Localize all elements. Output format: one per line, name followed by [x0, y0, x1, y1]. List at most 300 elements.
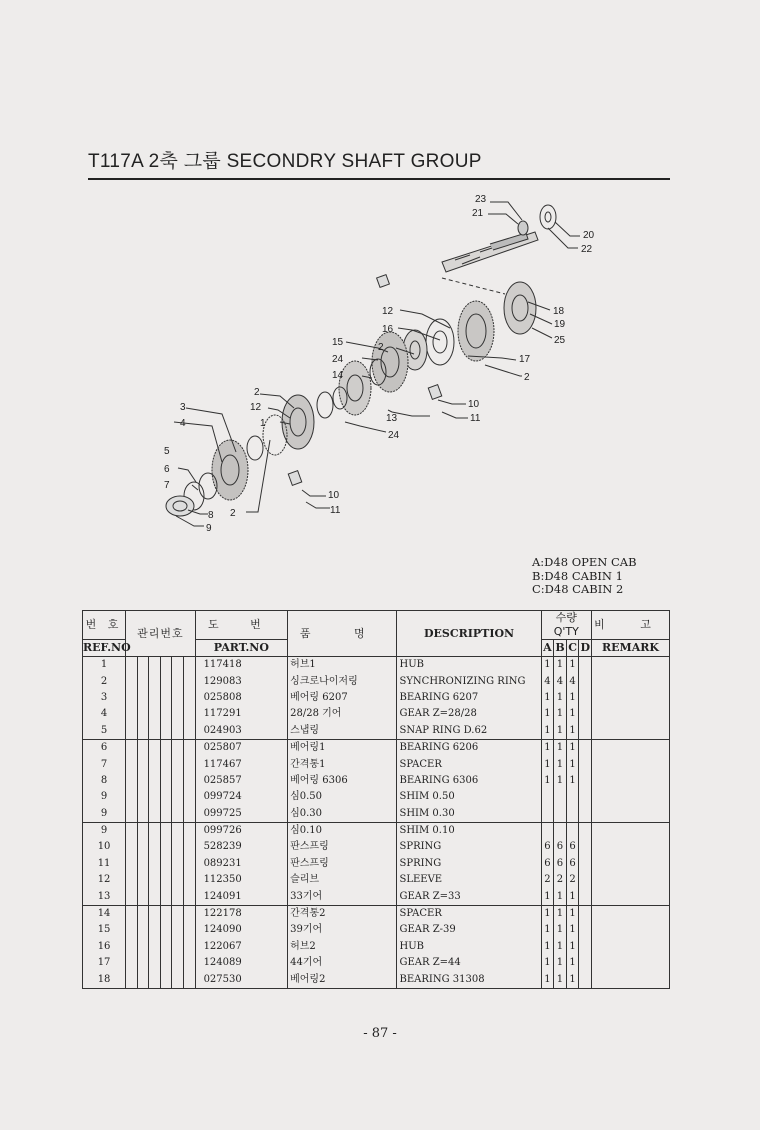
shaft-diagram-svg	[150, 190, 620, 550]
header-name-ko: 품 명	[288, 611, 397, 657]
table-row	[83, 690, 670, 706]
ref-cell: 14	[83, 905, 126, 922]
legend-item: A:D48 OPEN CAB	[532, 555, 637, 569]
mgmt-cell	[137, 673, 149, 689]
name-ko-cell: 베어링1	[288, 739, 397, 756]
qty-b-cell: 1	[554, 955, 567, 971]
remark-cell	[592, 739, 670, 756]
ref-cell: 18	[83, 971, 126, 988]
header-qty-d: D	[579, 640, 592, 657]
qty-d-cell	[579, 706, 592, 722]
callout: 20	[583, 230, 595, 241]
description-cell: SNAP RING D.62	[397, 723, 541, 740]
qty-d-cell	[579, 789, 592, 805]
mgmt-cell	[137, 706, 149, 722]
mgmt-cell	[172, 690, 184, 706]
description-cell: GEAR Z-39	[397, 922, 541, 938]
qty-c-cell: 6	[566, 839, 579, 855]
mgmt-cell	[160, 723, 172, 740]
part-no-cell: 025808	[195, 690, 288, 706]
ref-cell: 4	[83, 706, 126, 722]
mgmt-cell	[137, 756, 149, 772]
table-row	[83, 739, 670, 756]
callout: 15	[332, 337, 344, 348]
callout: 21	[472, 208, 484, 219]
qty-c-cell: 1	[566, 657, 579, 674]
callout: 8	[208, 510, 214, 521]
qty-d-cell	[579, 657, 592, 674]
qty-b-cell: 6	[554, 856, 567, 872]
mgmt-cell	[160, 706, 172, 722]
mgmt-cell	[149, 739, 161, 756]
remark-cell	[592, 822, 670, 839]
mgmt-cell	[137, 657, 149, 674]
mgmt-cell	[160, 939, 172, 955]
qty-c-cell: 1	[566, 888, 579, 905]
ref-cell: 2	[83, 673, 126, 689]
callout: 6	[164, 464, 170, 475]
part-no-cell: 124089	[195, 955, 288, 971]
description-cell: SYNCHRONIZING RING	[397, 673, 541, 689]
ref-cell: 17	[83, 955, 126, 971]
callout: 14	[332, 370, 344, 381]
mgmt-cell	[183, 822, 195, 839]
name-ko-cell: 44기어	[288, 955, 397, 971]
name-ko-cell: 슬리브	[288, 872, 397, 888]
table-row	[83, 806, 670, 823]
ref-cell: 5	[83, 723, 126, 740]
ref-cell: 16	[83, 939, 126, 955]
mgmt-cell	[126, 723, 138, 740]
ref-cell: 15	[83, 922, 126, 938]
remark-cell	[592, 773, 670, 789]
qty-a-cell: 1	[541, 739, 554, 756]
legend-item: C:D48 CABIN 2	[532, 582, 624, 596]
ref-cell: 3	[83, 690, 126, 706]
callout: 25	[554, 335, 566, 346]
qty-d-cell	[579, 888, 592, 905]
mgmt-cell	[183, 888, 195, 905]
qty-d-cell	[579, 756, 592, 772]
callout: 11	[330, 505, 341, 516]
part-no-cell: 112350	[195, 872, 288, 888]
table-row	[83, 905, 670, 922]
remark-cell	[592, 839, 670, 855]
part-no-cell: 025807	[195, 739, 288, 756]
remark-cell	[592, 690, 670, 706]
mgmt-cell	[160, 789, 172, 805]
spring-clip-upper	[428, 385, 442, 400]
mgmt-cell	[160, 839, 172, 855]
header-remark-en: REMARK	[592, 640, 670, 657]
qty-d-cell	[579, 955, 592, 971]
qty-a-cell: 1	[541, 773, 554, 789]
name-ko-cell: 33기어	[288, 888, 397, 905]
mgmt-cell	[183, 723, 195, 740]
part-no-cell: 099724	[195, 789, 288, 805]
callout: 5	[164, 446, 170, 457]
description-cell: BEARING 6206	[397, 739, 541, 756]
description-cell: SPRING	[397, 839, 541, 855]
part-no-cell: 124091	[195, 888, 288, 905]
mgmt-cell	[126, 806, 138, 823]
ref-cell: 7	[83, 756, 126, 772]
mgmt-cell	[137, 872, 149, 888]
table-row	[83, 822, 670, 839]
header-remark: 비 고	[592, 611, 670, 640]
mgmt-cell	[149, 673, 161, 689]
shaft-drawing	[442, 232, 538, 272]
name-ko-cell: 간격통1	[288, 756, 397, 772]
qty-c-cell: 1	[566, 773, 579, 789]
qty-d-cell	[579, 856, 592, 872]
ref-cell: 6	[83, 739, 126, 756]
qty-b-cell: 1	[554, 706, 567, 722]
mgmt-cell	[126, 739, 138, 756]
mgmt-cell	[172, 955, 184, 971]
remark-cell	[592, 657, 670, 674]
description-cell: BEARING 6207	[397, 690, 541, 706]
callout: 23	[475, 194, 487, 205]
qty-a-cell: 1	[541, 922, 554, 938]
page-title: T117A 2축 그룹 SECONDRY SHAFT GROUP	[88, 146, 670, 180]
mgmt-cell	[183, 839, 195, 855]
mgmt-cell	[126, 822, 138, 839]
remark-cell	[592, 723, 670, 740]
header-part-no: 도 번	[195, 611, 288, 640]
name-ko-cell: 싱크로나이저링	[288, 673, 397, 689]
qty-b-cell: 1	[554, 939, 567, 955]
mgmt-cell	[137, 856, 149, 872]
ref-cell: 1	[83, 657, 126, 674]
remark-cell	[592, 856, 670, 872]
part-no-cell: 122178	[195, 905, 288, 922]
ref-cell: 10	[83, 839, 126, 855]
qty-d-cell	[579, 773, 592, 789]
mgmt-cell	[126, 839, 138, 855]
ref-cell: 12	[83, 872, 126, 888]
mgmt-cell	[149, 955, 161, 971]
mgmt-cell	[149, 939, 161, 955]
qty-a-cell: 1	[541, 657, 554, 674]
qty-a-cell: 4	[541, 673, 554, 689]
mgmt-cell	[126, 706, 138, 722]
description-cell: SPACER	[397, 756, 541, 772]
name-ko-cell: 허브1	[288, 657, 397, 674]
mgmt-cell	[126, 922, 138, 938]
callout: 24	[388, 430, 400, 441]
remark-cell	[592, 673, 670, 689]
mgmt-cell	[137, 839, 149, 855]
part-no-cell: 025857	[195, 773, 288, 789]
mgmt-cell	[126, 955, 138, 971]
callout: 17	[519, 354, 531, 365]
qty-b-cell: 1	[554, 971, 567, 988]
qty-a-cell: 1	[541, 971, 554, 988]
description-cell: HUB	[397, 939, 541, 955]
mgmt-cell	[137, 690, 149, 706]
description-cell: SLEEVE	[397, 872, 541, 888]
callout: 12	[382, 306, 394, 317]
table-row	[83, 922, 670, 938]
mgmt-cell	[149, 822, 161, 839]
mgmt-cell	[172, 856, 184, 872]
qty-c-cell: 1	[566, 939, 579, 955]
qty-b-cell: 2	[554, 872, 567, 888]
remark-cell	[592, 971, 670, 988]
part-no-cell: 117291	[195, 706, 288, 722]
callout: 10	[468, 399, 480, 410]
remark-cell	[592, 706, 670, 722]
qty-c-cell: 1	[566, 922, 579, 938]
exploded-diagram	[150, 190, 620, 550]
mgmt-cell	[183, 756, 195, 772]
mgmt-cell	[172, 971, 184, 988]
qty-d-cell	[579, 690, 592, 706]
remark-cell	[592, 789, 670, 805]
callout: 3	[180, 402, 186, 413]
mgmt-cell	[149, 872, 161, 888]
mgmt-cell	[172, 872, 184, 888]
mgmt-cell	[183, 971, 195, 988]
description-cell: HUB	[397, 657, 541, 674]
part-no-cell: 099726	[195, 822, 288, 839]
qty-b-cell: 1	[554, 690, 567, 706]
remark-cell	[592, 905, 670, 922]
description-cell: BEARING 6306	[397, 773, 541, 789]
qty-a-cell: 1	[541, 756, 554, 772]
mgmt-cell	[160, 905, 172, 922]
table-row	[83, 673, 670, 689]
mgmt-cell	[160, 922, 172, 938]
remark-cell	[592, 922, 670, 938]
callout: 12	[250, 402, 262, 413]
qty-d-cell	[579, 905, 592, 922]
callout: 2	[254, 387, 260, 398]
qty-b-cell	[554, 822, 567, 839]
mgmt-cell	[137, 971, 149, 988]
callout: 19	[554, 319, 566, 330]
ref-cell: 9	[83, 806, 126, 823]
table-row	[83, 839, 670, 855]
qty-a-cell: 1	[541, 905, 554, 922]
header-qty-c: C	[566, 640, 579, 657]
mgmt-cell	[160, 806, 172, 823]
spring-clip-lower	[288, 471, 302, 486]
ref-cell: 13	[83, 888, 126, 905]
description-cell: SHIM 0.50	[397, 789, 541, 805]
remark-cell	[592, 939, 670, 955]
mgmt-cell	[172, 939, 184, 955]
callout: 24	[332, 354, 344, 365]
mgmt-cell	[149, 888, 161, 905]
mgmt-cell	[172, 806, 184, 823]
mgmt-cell	[149, 856, 161, 872]
mgmt-cell	[160, 822, 172, 839]
mgmt-cell	[183, 673, 195, 689]
qty-d-cell	[579, 971, 592, 988]
mgmt-cell	[126, 690, 138, 706]
callout: 2	[230, 508, 236, 519]
description-cell: SPACER	[397, 905, 541, 922]
qty-b-cell: 1	[554, 756, 567, 772]
name-ko-cell: 39기어	[288, 922, 397, 938]
qty-a-cell: 1	[541, 888, 554, 905]
qty-a-cell: 1	[541, 939, 554, 955]
qty-c-cell: 1	[566, 971, 579, 988]
qty-a-cell: 1	[541, 690, 554, 706]
table-row	[83, 756, 670, 772]
qty-b-cell: 1	[554, 773, 567, 789]
mgmt-cell	[183, 657, 195, 674]
table-row	[83, 939, 670, 955]
header-ref: 번 호	[83, 611, 126, 640]
model-legend	[532, 556, 637, 597]
name-ko-cell: 베어링 6207	[288, 690, 397, 706]
mgmt-cell	[172, 706, 184, 722]
callout: 1	[260, 418, 266, 429]
header-qty: 수량 Q'TY	[541, 611, 591, 640]
lower-gear-cluster	[166, 395, 314, 516]
callout: 9	[206, 523, 212, 534]
part-no-cell: 124090	[195, 922, 288, 938]
mgmt-cell	[149, 839, 161, 855]
name-ko-cell: 심0.50	[288, 789, 397, 805]
mgmt-cell	[149, 657, 161, 674]
callout: 16	[382, 324, 394, 335]
mgmt-cell	[137, 939, 149, 955]
mgmt-cell	[160, 657, 172, 674]
qty-d-cell	[579, 939, 592, 955]
callout: 4	[180, 418, 186, 429]
mgmt-cell	[172, 888, 184, 905]
callout: 7	[164, 480, 170, 491]
mgmt-cell	[160, 690, 172, 706]
part-no-cell: 528239	[195, 839, 288, 855]
qty-b-cell: 6	[554, 839, 567, 855]
ref-cell: 11	[83, 856, 126, 872]
description-cell: SPRING	[397, 856, 541, 872]
mgmt-cell	[126, 657, 138, 674]
mgmt-cell	[126, 888, 138, 905]
mgmt-cell	[183, 706, 195, 722]
qty-a-cell	[541, 789, 554, 805]
description-cell: GEAR Z=28/28	[397, 706, 541, 722]
mgmt-cell	[149, 756, 161, 772]
mgmt-cell	[183, 905, 195, 922]
name-ko-cell: 간격통2	[288, 905, 397, 922]
qty-b-cell: 1	[554, 922, 567, 938]
mgmt-cell	[126, 756, 138, 772]
name-ko-cell: 베어링 6306	[288, 773, 397, 789]
header-management-no: 관리번호	[126, 611, 195, 657]
header-part-no-en: PART.NO	[195, 640, 288, 657]
mgmt-cell	[149, 690, 161, 706]
upper-gear-cluster	[317, 282, 536, 418]
mgmt-cell	[160, 888, 172, 905]
mgmt-cell	[126, 773, 138, 789]
description-cell: SHIM 0.30	[397, 806, 541, 823]
end-washer	[540, 205, 556, 229]
table-row	[83, 888, 670, 905]
table-row	[83, 955, 670, 971]
description-cell: GEAR Z=44	[397, 955, 541, 971]
mgmt-cell	[183, 690, 195, 706]
mgmt-cell	[149, 773, 161, 789]
description-cell: BEARING 31308	[397, 971, 541, 988]
mgmt-cell	[137, 806, 149, 823]
name-ko-cell: 28/28 기어	[288, 706, 397, 722]
page-number: - 87 -	[363, 1026, 397, 1041]
description-cell: GEAR Z=33	[397, 888, 541, 905]
qty-c-cell	[566, 806, 579, 823]
mgmt-cell	[137, 773, 149, 789]
part-no-cell: 024903	[195, 723, 288, 740]
mgmt-cell	[172, 789, 184, 805]
part-no-cell: 089231	[195, 856, 288, 872]
mgmt-cell	[183, 872, 195, 888]
table-row	[83, 971, 670, 988]
qty-d-cell	[579, 806, 592, 823]
mgmt-cell	[126, 872, 138, 888]
part-no-cell: 117418	[195, 657, 288, 674]
qty-a-cell: 6	[541, 856, 554, 872]
qty-c-cell: 1	[566, 905, 579, 922]
mgmt-cell	[183, 806, 195, 823]
mgmt-cell	[172, 773, 184, 789]
mgmt-cell	[160, 756, 172, 772]
mgmt-cell	[137, 905, 149, 922]
qty-b-cell: 4	[554, 673, 567, 689]
mgmt-cell	[172, 739, 184, 756]
mgmt-cell	[137, 955, 149, 971]
name-ko-cell: 심0.30	[288, 806, 397, 823]
mgmt-cell	[149, 922, 161, 938]
qty-d-cell	[579, 673, 592, 689]
qty-c-cell: 1	[566, 955, 579, 971]
callout: 22	[581, 244, 593, 255]
name-ko-cell: 판스프링	[288, 839, 397, 855]
ref-cell: 9	[83, 822, 126, 839]
qty-c-cell: 6	[566, 856, 579, 872]
qty-c-cell: 4	[566, 673, 579, 689]
name-ko-cell: 허브2	[288, 939, 397, 955]
header-qty-b: B	[554, 640, 567, 657]
table-row	[83, 856, 670, 872]
mgmt-cell	[160, 773, 172, 789]
mgmt-cell	[172, 905, 184, 922]
description-cell: SHIM 0.10	[397, 822, 541, 839]
mgmt-cell	[172, 839, 184, 855]
remark-cell	[592, 872, 670, 888]
mgmt-cell	[160, 856, 172, 872]
qty-d-cell	[579, 922, 592, 938]
qty-c-cell: 2	[566, 872, 579, 888]
parts-table-body	[83, 657, 670, 989]
qty-b-cell: 1	[554, 739, 567, 756]
part-no-cell: 027530	[195, 971, 288, 988]
part-no-cell: 129083	[195, 673, 288, 689]
table-row	[83, 706, 670, 722]
qty-a-cell	[541, 806, 554, 823]
mgmt-cell	[160, 673, 172, 689]
qty-a-cell: 6	[541, 839, 554, 855]
header-qty-a: A	[541, 640, 554, 657]
qty-c-cell: 1	[566, 739, 579, 756]
mgmt-cell	[126, 939, 138, 955]
qty-c-cell: 1	[566, 756, 579, 772]
mgmt-cell	[183, 955, 195, 971]
